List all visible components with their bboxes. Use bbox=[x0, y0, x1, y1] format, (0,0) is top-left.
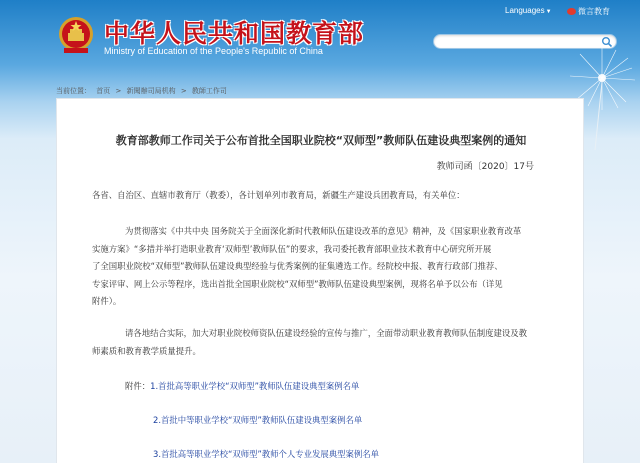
breadcrumb-item-bureau[interactable]: 新聞辦司局机构 bbox=[126, 87, 176, 95]
paragraph-line: 请各地结合实际，加大对职业院校师资队伍建设经验的宣传与推广，全面带动职业教育教师队伍制度建设及教 bbox=[125, 328, 527, 338]
breadcrumb-separator: > bbox=[115, 87, 122, 95]
weibo-label: 微言教育 bbox=[578, 7, 610, 16]
attachment-item bbox=[153, 446, 379, 463]
site-title[interactable]: 中华人民共和国教育部 bbox=[104, 19, 365, 48]
breadcrumb-prefix: 当前位置： bbox=[56, 87, 91, 95]
document-number: 教师司函〔2020〕17号 bbox=[436, 162, 534, 172]
attachment-item bbox=[153, 412, 362, 430]
paragraph-2 bbox=[92, 325, 552, 360]
article-panel bbox=[56, 98, 584, 463]
breadcrumb-item-teacher-dept[interactable]: 教師工作司 bbox=[191, 87, 227, 95]
chevron-down-icon: ▼ bbox=[545, 9, 552, 15]
site-header bbox=[0, 0, 640, 80]
paragraph-line: 为贯彻落实《中共中央 国务院关于全面深化新时代教师队伍建设改革的意见》精神，及《国家职业教育改革 bbox=[125, 226, 522, 236]
article-title: 教育部教师工作司关于公布首批全国职业院校“双师型”教师队伍建设典型案例的通知 bbox=[115, 134, 527, 147]
breadcrumb-home[interactable]: 首页 bbox=[96, 87, 111, 95]
paragraph-line: 了全国职业院校“双师型”教师队伍建设典型经验与优秀案例的征集遴选工作。经院校申报、教育行政部门推荐、 bbox=[92, 261, 503, 271]
national-emblem-icon[interactable] bbox=[58, 15, 94, 55]
languages-menu[interactable] bbox=[505, 6, 552, 15]
paragraph-line: 附件）。 bbox=[92, 296, 122, 306]
attachment-link-2[interactable]: 2.首批中等职业学校“双师型”教师队伍建设典型案例名单 bbox=[153, 415, 363, 425]
paragraph-line: 师素质和教育教学质量提升。 bbox=[92, 345, 201, 356]
recipients: 各省、自治区、直辖市教育厅（教委），各计划单列市教育局，新疆生产建设兵团教育局，有关单位： bbox=[92, 190, 465, 200]
attachment-link-1[interactable]: 1.首批高等职业学校“双师型”教师队伍建设典型案例名单 bbox=[150, 381, 360, 391]
weibo-link[interactable] bbox=[567, 6, 610, 17]
attachment-label: 附件： bbox=[125, 381, 151, 391]
site-subtitle: Ministry of Education of the People's Republic of China bbox=[104, 46, 323, 56]
breadcrumb-separator: > bbox=[180, 87, 187, 95]
paragraph-1 bbox=[92, 223, 552, 311]
paragraph-line: 实施方案》“多措并举打造职业教育‘双师型’教师队伍”的要求，我司委托教育部职业技术教育中心研究所开展 bbox=[92, 243, 492, 254]
paragraph-line: 专家评审、网上公示等程序，选出首批全国职业院校“双师型”教师队伍建设典型案例，现将名单予以公布（详见 bbox=[92, 278, 503, 289]
attachment-item bbox=[125, 378, 359, 396]
breadcrumb bbox=[56, 86, 230, 96]
weibo-icon bbox=[567, 8, 576, 15]
attachment-link-3[interactable]: 3.首批高等职业学校“双师型”教师个人专业发展典型案例名单 bbox=[153, 449, 380, 459]
languages-label: Languages bbox=[505, 6, 545, 15]
